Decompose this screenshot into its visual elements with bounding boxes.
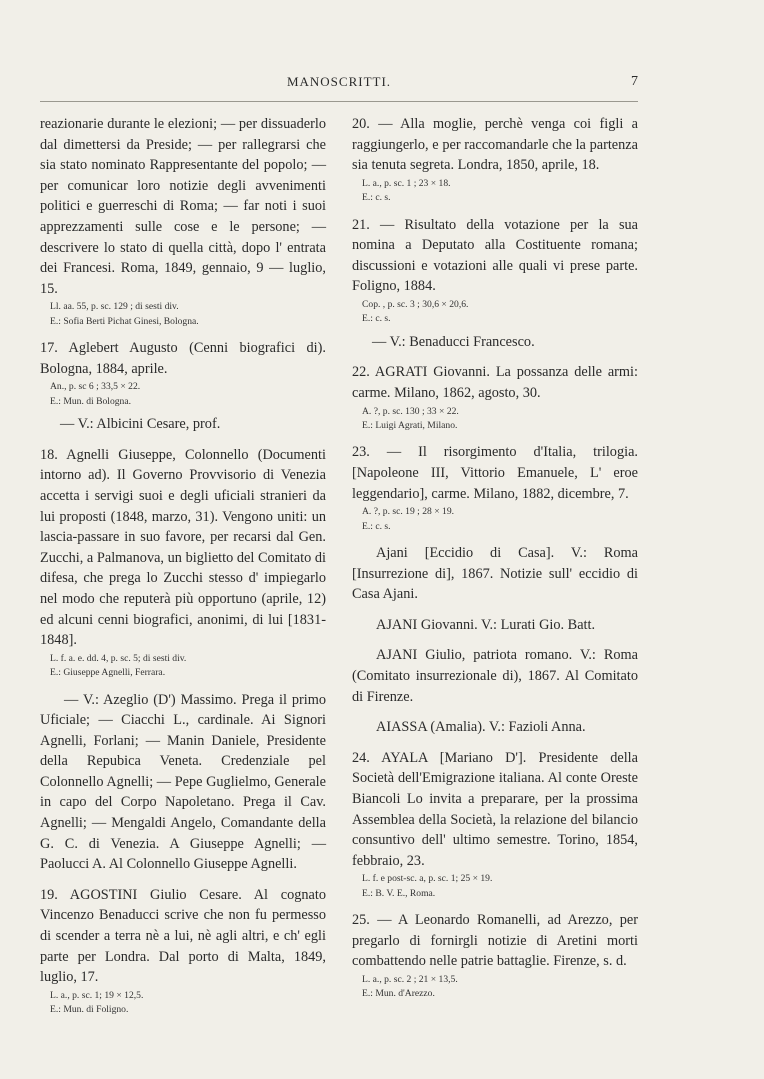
left-column: [40, 114, 326, 1017]
entry-note: A. ?, p. sc. 130 ; 33 × 22.: [362, 405, 459, 417]
entry-text: 25. — A Leonardo Romanelli, ad Arezzo, per pregarlo di fornirgli notizie di Aretini morti combattendo nelle patrie battaglie. Firenze, s. d.: [352, 912, 638, 970]
cross-reference: — V.: Albicini Cesare, prof.: [60, 416, 221, 433]
entry-text: AIASSA (Amalia). V.: Fazioli Anna.: [376, 719, 586, 736]
entry-text: 21. — Risultato della votazione per la sua nomina a Deputato alla Costituente romana; discussioni e votazioni alle quali vi prese parte. Foligno, 1884.: [352, 216, 638, 295]
entry-note: L. a., p. sc. 1 ; 23 × 18.: [362, 177, 451, 189]
entry-text: 22. AGRATI Giovanni. La possanza delle armi: carme. Milano, 1862, agosto, 30.: [352, 364, 638, 401]
entry-note: E.: c. s.: [362, 520, 391, 532]
entry-text: 24. AYALA [Mariano D']. Presidente della Società dell'Emigrazione italiana. Al conte Oreste Biancoli Lo invita a preparare, per la prossima Assemblea della Società, la relazione del bilancio consuntivo dell' ultimo semestre. Torino, 1854, febbraio, 23.: [352, 749, 638, 869]
entry-text: 23. — Il risorgimento d'Italia, trilogia. [Napoleone III, Vittorio Emanuele, L' eroe leggendario], carme. Milano, 1882, dicembre, 7.: [352, 444, 638, 502]
header-rule: [40, 101, 638, 102]
entry-text: 17. Aglebert Augusto (Cenni biografici di). Bologna, 1884, aprile.: [40, 340, 326, 377]
entry-note: E.: Luigi Agrati, Milano.: [362, 419, 458, 431]
entry-note: L. a., p. sc. 1; 19 × 12,5.: [50, 989, 144, 1001]
entry-note: L. f. e post-sc. a, p. sc. 1; 25 × 19.: [362, 873, 493, 885]
entry-text: 19. AGOSTINI Giulio Cesare. Al cognato Vincenzo Benaducci scrive che non fu permesso di scender a terra nè a lui, nè agli altri, e ch' egli parte per Londra. Dal porto di Malta, 1849, luglio, 17.: [40, 886, 326, 986]
entry-note: A. ?, p. sc. 19 ; 28 × 19.: [362, 506, 455, 518]
entry-text: AJANI Giulio, patriota romano. V.: Roma (Comitato insurrezionale di), 1867. Al Comitato di Firenze.: [352, 647, 638, 705]
entry-note: E.: B. V. E., Roma.: [362, 887, 436, 899]
entry-text: reazionarie durante le elezioni; — per dissuaderlo dal dimettersi da Preside; — per rallegrarsi che sia stato nominato Rappresentante del popolo; — per comunicar loro notizie degli avvenimenti politici e guerreschi di Roma; — far noti i suoi apprezzamenti sulle cose e le persone; — descrivere lo stato di quella città, dopo l' entrata dei Francesi. Roma, 1849, gennaio, 9 — luglio, 15.: [40, 116, 326, 297]
right-column: [352, 114, 638, 1001]
entry-note: L. f. a. e. dd. 4, p. sc. 5; di sesti div.: [50, 652, 187, 664]
entry-note: E.: Sofia Berti Pichat Ginesi, Bologna.: [50, 315, 199, 327]
entry-note: E.: Mun. d'Arezzo.: [362, 988, 435, 1000]
entry-text: 20. — Alla moglie, perchè venga coi figli a raggiungerlo, e per raccomandarle che la partenza sia tenuta segreta. Londra, 1850, aprile, 18.: [352, 116, 638, 174]
entry-note: Cop. , p. sc. 3 ; 30,6 × 20,6.: [362, 298, 469, 310]
entry-text: AJANI Giovanni. V.: Lurati Gio. Batt.: [376, 616, 596, 633]
entry-text: 18. Agnelli Giuseppe, Colonnello (Documenti intorno ad). Il Governo Provvisorio di Venezia accetta i servigi suoi e degli uficiali stranieri da lui proposti (1848, marzo, 31). Vengono uniti: un lascia-passare in suo favore, per recarsi dal Gen. Zucchi, a Palmanova, un biglietto del Comitato di difesa, che prega lo Zucchi stesso d' impiegarlo nel modo che reputerà più opportuno (aprile, 12) ed alcuni cenni biografici, anonimi, di lui [1831-1848].: [40, 446, 326, 649]
entry-note: E.: c. s.: [362, 313, 391, 325]
page-number: 7: [631, 74, 638, 89]
cross-reference: — V.: Benaducci Francesco.: [372, 333, 535, 350]
entry-note: An., p. sc 6 ; 33,5 × 22.: [50, 381, 141, 393]
entry-note: L. a., p. sc. 2 ; 21 × 13,5.: [362, 973, 458, 985]
page-header: [40, 74, 638, 96]
entry-note: E.: Mun. di Foligno.: [50, 1004, 129, 1016]
entry-text: — V.: Azeglio (D') Massimo. Prega il primo Uficiale; — Ciacchi L., cardinale. Ai Signori Agnelli, Forlani; — Manin Daniele, Presidente della Repubica Veneta. Credenziale pel Colonnello Agnelli; — Pepe Guglielmo, Generale in capo del Corpo Napoletano. Prega il Cav. Agnelli; — Mengaldi Angelo, Comandante della G. C. di Venezia. A Giuseppe Agnelli; — Paolucci A. Al Colonnello Giuseppe Agnelli.: [40, 691, 326, 873]
entry-note: Ll. aa. 55, p. sc. 129 ; di sesti div.: [50, 301, 179, 313]
entry-note: E.: Giuseppe Agnelli, Ferrara.: [50, 667, 166, 679]
entry-note: E.: c. s.: [362, 192, 391, 204]
entry-note: E.: Mun. di Bologna.: [50, 395, 132, 407]
entry-text: Ajani [Eccidio di Casa]. V.: Roma [Insurrezione di], 1867. Notizie sull' eccidio di Casa Ajani.: [352, 544, 638, 603]
running-title: MANOSCRITTI.: [286, 74, 392, 89]
